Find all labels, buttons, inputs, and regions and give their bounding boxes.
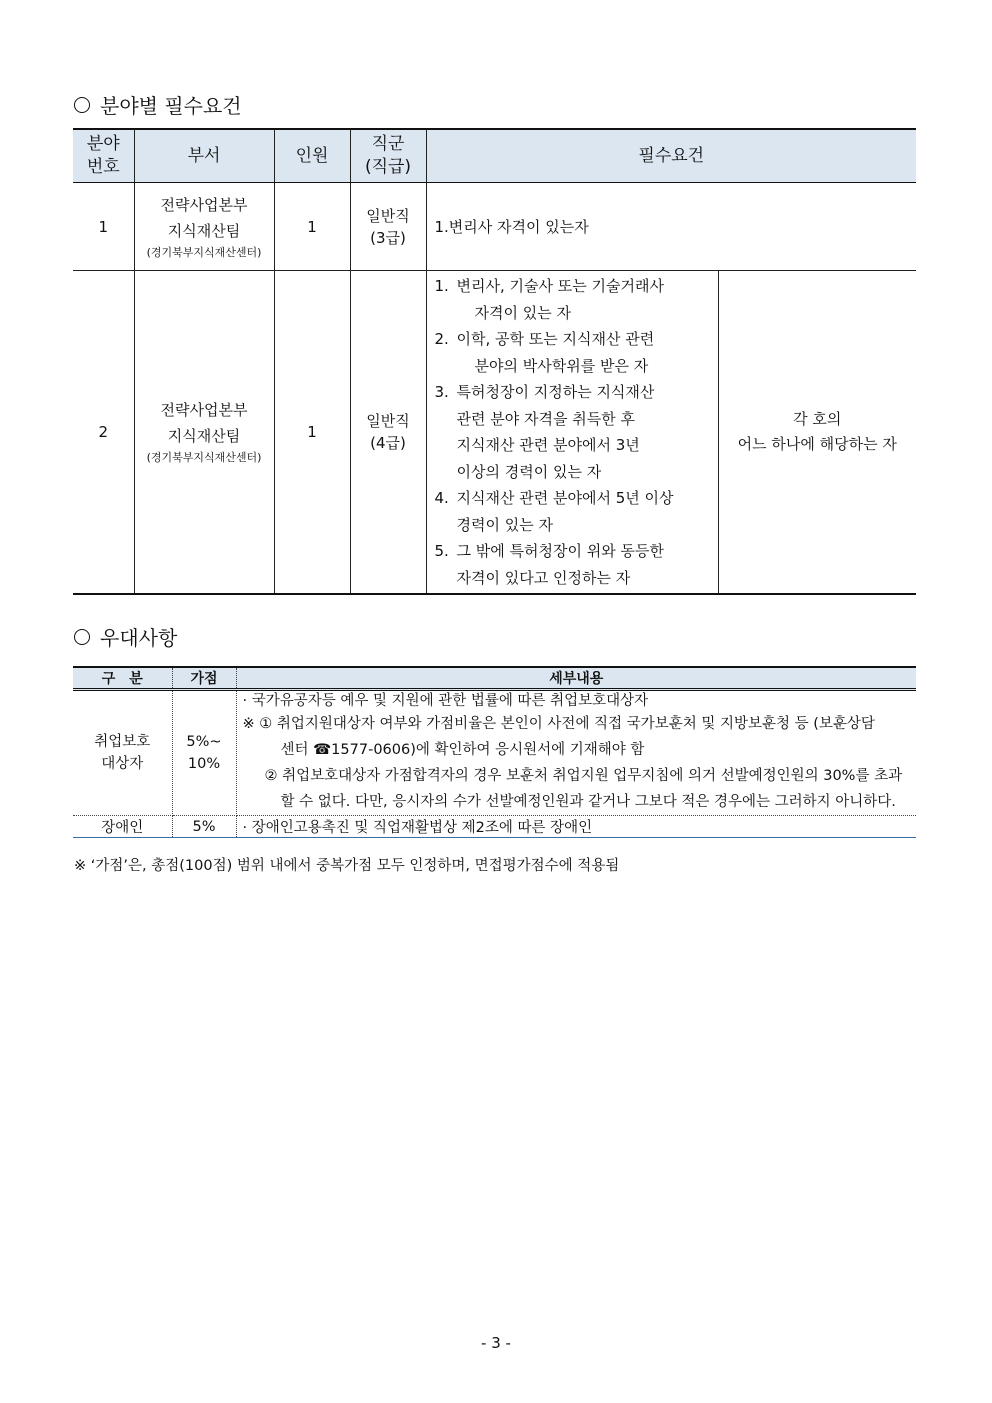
count-cell: 1 xyxy=(274,271,350,595)
circle-bullet-icon xyxy=(74,629,90,645)
field-no-cell: 2 xyxy=(73,271,134,595)
list-item: 1. 변리사, 기술사 또는 기술거래사 자격이 있는 자 xyxy=(434,277,664,322)
dept-cell: 전략사업본부 지식재산팀 (경기북부지식재산센터) xyxy=(134,271,274,595)
table-row xyxy=(73,183,916,271)
header-dept: 부서 xyxy=(134,129,274,183)
table-row xyxy=(73,271,916,595)
header-detail: 세부내용 xyxy=(236,667,916,690)
header-grade: 직군 (직급) xyxy=(350,129,426,183)
list-item: 5. 그 밖에 특허청장이 위와 동등한 자격이 있다고 인정하는 자 xyxy=(434,542,664,587)
page-number: - 3 - xyxy=(481,1334,511,1352)
requirements-table xyxy=(73,128,916,595)
bonus-cell: 5% xyxy=(172,816,236,838)
header-field-no: 분야 번호 xyxy=(73,129,134,183)
header-category: 구 분 xyxy=(73,667,172,690)
list-item: 3. 특허청장이 지정하는 지식재산 관련 분야 자격을 취득한 후 지식재산 관련 분야에서 3년 이상의 경력이 있는 자 xyxy=(434,383,655,481)
section-title-requirements: 분야별 필수요건 xyxy=(74,90,242,119)
table-row xyxy=(73,816,916,838)
bonus-cell: 5%~ 10% xyxy=(172,690,236,816)
category-cell: 취업보호 대상자 xyxy=(73,690,172,816)
grade-cell: 일반직 (3급) xyxy=(350,183,426,271)
list-item: 4. 지식재산 관련 분야에서 5년 이상 경력이 있는 자 xyxy=(434,489,674,534)
table-row xyxy=(73,690,916,816)
footnote: ※ ‘가점’은, 총점(100점) 범위 내에서 중복가점 모두 인정하며, 면접평가점수에 적용됨 xyxy=(74,858,620,874)
list-item: 2. 이학, 공학 또는 지식재산 관련 분야의 박사학위를 받은 자 xyxy=(434,330,655,375)
dept-cell: 전략사업본부 지식재산팀 (경기북부지식재산센터) xyxy=(134,183,274,271)
detail-cell: · 국가유공자등 예우 및 지원에 관한 법률에 따른 취업보호대상자 ※ ① 취업지원대상자 여부와 가점비율은 본인이 사전에 직접 국가보훈처 및 지방보훈청 등 (보훈상담 센터 ☎1577-0606)에 확인하여 응시원서에 기재해야 함 ② 취업보호대상자 가점합격자의 경우 보훈처 취업지원 업무지침에 의거 선발예정인원의 30%를 초과 할 수 없다. 다만, 응시자의 수가 선발예정인원과 같거나 그보다 적은 경우에는 그러하지 아니하다. xyxy=(236,690,916,816)
requirement-note-cell: 각 호의 어느 하나에 해당하는 자 xyxy=(718,271,916,595)
grade-cell: 일반직 (4급) xyxy=(350,271,426,595)
detail-cell: · 장애인고용촉진 및 직업재활법상 제2조에 따른 장애인 xyxy=(236,816,916,838)
table-header-row xyxy=(73,667,916,690)
section-title-preferences: 우대사항 xyxy=(74,622,177,651)
count-cell: 1 xyxy=(274,183,350,271)
table-header-row xyxy=(73,129,916,183)
category-cell: 장애인 xyxy=(73,816,172,838)
requirement-list-cell xyxy=(426,271,718,595)
header-requirements: 필수요건 xyxy=(426,129,916,183)
preferences-table xyxy=(73,666,916,838)
header-count: 인원 xyxy=(274,129,350,183)
circle-bullet-icon xyxy=(74,97,90,113)
requirement-cell: 1.변리사 자격이 있는자 xyxy=(426,183,916,271)
header-bonus: 가점 xyxy=(172,667,236,690)
field-no-cell: 1 xyxy=(73,183,134,271)
